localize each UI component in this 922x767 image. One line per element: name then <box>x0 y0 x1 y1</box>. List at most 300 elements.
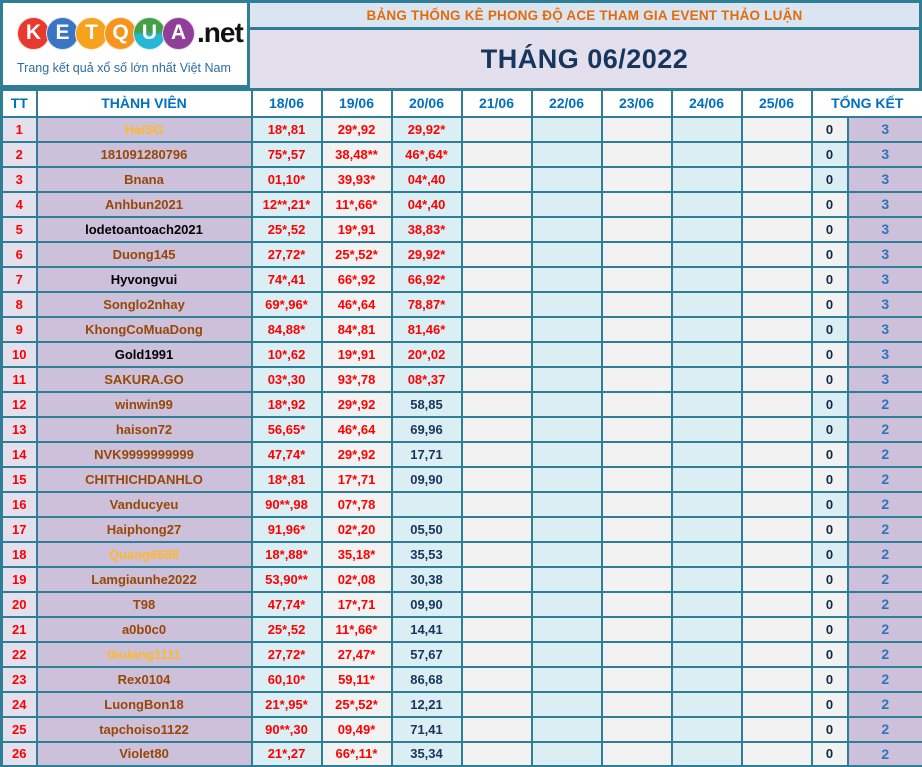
score-cell-25-06 <box>742 342 812 367</box>
col-header-date-23-06: 23/06 <box>602 90 672 117</box>
row-number-cell: 17 <box>2 517 37 542</box>
score-cell-22-06 <box>532 367 602 392</box>
total-count-cell: 3 <box>848 317 922 342</box>
total-count-cell: 3 <box>848 292 922 317</box>
score-cell-18-06: 18*,88* <box>252 542 322 567</box>
score-cell-22-06 <box>532 417 602 442</box>
score-cell-19-06: 27,47* <box>322 642 392 667</box>
table-row <box>2 542 922 567</box>
score-cell-19-06: 19*,91 <box>322 342 392 367</box>
score-cell-24-06 <box>672 442 742 467</box>
total-count-cell: 2 <box>848 417 922 442</box>
table-row <box>2 367 922 392</box>
total-count-cell: 3 <box>848 242 922 267</box>
score-cell-23-06 <box>602 317 672 342</box>
member-name-cell: Rex0104 <box>37 667 252 692</box>
score-cell-21-06 <box>462 192 532 217</box>
table-row <box>2 467 922 492</box>
zero-count-cell: 0 <box>812 642 848 667</box>
score-cell-21-06 <box>462 167 532 192</box>
total-count-cell: 3 <box>848 367 922 392</box>
score-cell-24-06 <box>672 642 742 667</box>
score-cell-21-06 <box>462 367 532 392</box>
zero-count-cell: 0 <box>812 717 848 742</box>
score-cell-24-06 <box>672 192 742 217</box>
table-row <box>2 292 922 317</box>
member-name-cell: Bnana <box>37 167 252 192</box>
site-logo[interactable] <box>0 0 250 88</box>
total-count-cell: 2 <box>848 392 922 417</box>
total-count-cell: 2 <box>848 567 922 592</box>
score-cell-23-06 <box>602 692 672 717</box>
score-cell-23-06 <box>602 117 672 142</box>
zero-count-cell: 0 <box>812 467 848 492</box>
row-number-cell: 7 <box>2 267 37 292</box>
score-cell-20-06: 17,71 <box>392 442 462 467</box>
score-cell-24-06 <box>672 217 742 242</box>
score-cell-21-06 <box>462 467 532 492</box>
total-count-cell: 2 <box>848 542 922 567</box>
zero-count-cell: 0 <box>812 117 848 142</box>
score-cell-21-06 <box>462 517 532 542</box>
total-count-cell: 2 <box>848 442 922 467</box>
member-name-cell: T98 <box>37 592 252 617</box>
zero-count-cell: 0 <box>812 542 848 567</box>
zero-count-cell: 0 <box>812 267 848 292</box>
score-cell-18-06: 03*,30 <box>252 367 322 392</box>
table-row <box>2 192 922 217</box>
score-cell-24-06 <box>672 542 742 567</box>
score-cell-20-06: 69,96 <box>392 417 462 442</box>
stats-table-body <box>2 117 922 767</box>
member-name-cell: a0b0c0 <box>37 617 252 642</box>
score-cell-18-06: 18*,92 <box>252 392 322 417</box>
score-cell-20-06: 04*,40 <box>392 192 462 217</box>
row-number-cell: 15 <box>2 467 37 492</box>
score-cell-21-06 <box>462 117 532 142</box>
member-name-cell: Songlo2nhay <box>37 292 252 317</box>
score-cell-24-06 <box>672 117 742 142</box>
total-count-cell: 2 <box>848 667 922 692</box>
total-count-cell: 2 <box>848 692 922 717</box>
logo-letter-q: Q <box>104 17 137 50</box>
table-row <box>2 692 922 717</box>
total-count-cell: 2 <box>848 467 922 492</box>
score-cell-22-06 <box>532 142 602 167</box>
row-number-cell: 19 <box>2 567 37 592</box>
score-cell-18-06: 91,96* <box>252 517 322 542</box>
table-row <box>2 592 922 617</box>
score-cell-19-06: 66*,11* <box>322 742 392 767</box>
zero-count-cell: 0 <box>812 192 848 217</box>
score-cell-19-06: 29*,92 <box>322 117 392 142</box>
table-row <box>2 242 922 267</box>
row-number-cell: 13 <box>2 417 37 442</box>
row-number-cell: 9 <box>2 317 37 342</box>
zero-count-cell: 0 <box>812 417 848 442</box>
total-count-cell: 2 <box>848 717 922 742</box>
zero-count-cell: 0 <box>812 567 848 592</box>
score-cell-23-06 <box>602 467 672 492</box>
total-count-cell: 2 <box>848 617 922 642</box>
score-cell-18-06: 90**,98 <box>252 492 322 517</box>
score-cell-20-06: 35,53 <box>392 542 462 567</box>
total-count-cell: 2 <box>848 592 922 617</box>
member-name-cell: winwin99 <box>37 392 252 417</box>
score-cell-18-06: 25*,52 <box>252 217 322 242</box>
member-name-cell: 181091280796 <box>37 142 252 167</box>
score-cell-22-06 <box>532 192 602 217</box>
score-cell-22-06 <box>532 492 602 517</box>
score-cell-24-06 <box>672 617 742 642</box>
member-name-cell: CHITHICHDANHLO <box>37 467 252 492</box>
total-count-cell: 2 <box>848 517 922 542</box>
score-cell-19-06: 59,11* <box>322 667 392 692</box>
month-title: THÁNG 06/2022 <box>250 30 922 88</box>
table-row <box>2 167 922 192</box>
table-row <box>2 217 922 242</box>
score-cell-25-06 <box>742 267 812 292</box>
score-cell-19-06: 38,48** <box>322 142 392 167</box>
member-name-cell: Lamgiaunhe2022 <box>37 567 252 592</box>
member-name-cell: Violet80 <box>37 742 252 767</box>
score-cell-25-06 <box>742 517 812 542</box>
score-cell-25-06 <box>742 742 812 767</box>
zero-count-cell: 0 <box>812 392 848 417</box>
score-cell-21-06 <box>462 142 532 167</box>
score-cell-23-06 <box>602 142 672 167</box>
table-row <box>2 617 922 642</box>
table-row <box>2 342 922 367</box>
score-cell-25-06 <box>742 467 812 492</box>
total-count-cell: 3 <box>848 117 922 142</box>
score-cell-24-06 <box>672 467 742 492</box>
score-cell-24-06 <box>672 317 742 342</box>
col-header-date-19-06: 19/06 <box>322 90 392 117</box>
score-cell-21-06 <box>462 742 532 767</box>
score-cell-25-06 <box>742 242 812 267</box>
col-header-date-18-06: 18/06 <box>252 90 322 117</box>
score-cell-21-06 <box>462 592 532 617</box>
member-name-cell: LuongBon18 <box>37 692 252 717</box>
score-cell-19-06: 35,18* <box>322 542 392 567</box>
score-cell-22-06 <box>532 317 602 342</box>
score-cell-23-06 <box>602 292 672 317</box>
score-cell-25-06 <box>742 167 812 192</box>
score-cell-20-06: 35,34 <box>392 742 462 767</box>
score-cell-21-06 <box>462 717 532 742</box>
score-cell-19-06: 17*,71 <box>322 592 392 617</box>
total-count-cell: 3 <box>848 342 922 367</box>
score-cell-23-06 <box>602 592 672 617</box>
row-number-cell: 14 <box>2 442 37 467</box>
score-cell-20-06: 09,90 <box>392 592 462 617</box>
member-name-cell: Vanducyeu <box>37 492 252 517</box>
score-cell-22-06 <box>532 342 602 367</box>
score-cell-19-06: 84*,81 <box>322 317 392 342</box>
zero-count-cell: 0 <box>812 742 848 767</box>
score-cell-22-06 <box>532 392 602 417</box>
score-cell-18-06: 21*,95* <box>252 692 322 717</box>
score-cell-23-06 <box>602 642 672 667</box>
score-cell-24-06 <box>672 567 742 592</box>
row-number-cell: 10 <box>2 342 37 367</box>
row-number-cell: 6 <box>2 242 37 267</box>
score-cell-19-06: 29*,92 <box>322 442 392 467</box>
score-cell-21-06 <box>462 267 532 292</box>
score-cell-18-06: 47,74* <box>252 592 322 617</box>
score-cell-21-06 <box>462 442 532 467</box>
col-header-date-20-06: 20/06 <box>392 90 462 117</box>
score-cell-23-06 <box>602 542 672 567</box>
header-right <box>250 0 922 88</box>
score-cell-21-06 <box>462 217 532 242</box>
score-cell-20-06: 57,67 <box>392 642 462 667</box>
score-cell-21-06 <box>462 242 532 267</box>
score-cell-19-06: 09,49* <box>322 717 392 742</box>
logo-letter-a: A <box>162 17 195 50</box>
score-cell-25-06 <box>742 642 812 667</box>
score-cell-22-06 <box>532 117 602 142</box>
zero-count-cell: 0 <box>812 667 848 692</box>
score-cell-24-06 <box>672 267 742 292</box>
score-cell-25-06 <box>742 592 812 617</box>
score-cell-23-06 <box>602 267 672 292</box>
logo-suffix: .net <box>197 17 243 48</box>
score-cell-22-06 <box>532 692 602 717</box>
col-header-date-21-06: 21/06 <box>462 90 532 117</box>
score-cell-20-06: 38,83* <box>392 217 462 242</box>
score-cell-23-06 <box>602 517 672 542</box>
score-cell-18-06: 27,72* <box>252 642 322 667</box>
score-cell-22-06 <box>532 442 602 467</box>
score-cell-19-06: 19*,91 <box>322 217 392 242</box>
score-cell-25-06 <box>742 692 812 717</box>
score-cell-20-06: 29,92* <box>392 242 462 267</box>
score-cell-18-06: 10*,62 <box>252 342 322 367</box>
score-cell-24-06 <box>672 692 742 717</box>
score-cell-18-06: 01,10* <box>252 167 322 192</box>
score-cell-20-06: 14,41 <box>392 617 462 642</box>
score-cell-22-06 <box>532 617 602 642</box>
col-header-tt: TT <box>2 90 37 117</box>
score-cell-21-06 <box>462 292 532 317</box>
row-number-cell: 22 <box>2 642 37 667</box>
score-cell-18-06: 21*,27 <box>252 742 322 767</box>
score-cell-20-06: 04*,40 <box>392 167 462 192</box>
score-cell-20-06: 29,92* <box>392 117 462 142</box>
score-cell-23-06 <box>602 617 672 642</box>
score-cell-25-06 <box>742 392 812 417</box>
row-number-cell: 11 <box>2 367 37 392</box>
score-cell-20-06: 30,38 <box>392 567 462 592</box>
score-cell-22-06 <box>532 642 602 667</box>
score-cell-18-06: 84,88* <box>252 317 322 342</box>
score-cell-21-06 <box>462 317 532 342</box>
score-cell-25-06 <box>742 442 812 467</box>
score-cell-20-06: 05,50 <box>392 517 462 542</box>
score-cell-19-06: 17*,71 <box>322 467 392 492</box>
score-cell-23-06 <box>602 217 672 242</box>
score-cell-23-06 <box>602 192 672 217</box>
score-cell-25-06 <box>742 217 812 242</box>
table-row <box>2 442 922 467</box>
score-cell-25-06 <box>742 417 812 442</box>
score-cell-20-06: 81,46* <box>392 317 462 342</box>
page-header <box>0 0 922 88</box>
zero-count-cell: 0 <box>812 492 848 517</box>
col-header-total: TỔNG KẾT <box>812 90 922 117</box>
score-cell-25-06 <box>742 567 812 592</box>
table-row <box>2 667 922 692</box>
score-cell-24-06 <box>672 292 742 317</box>
score-cell-24-06 <box>672 492 742 517</box>
col-header-date-25-06: 25/06 <box>742 90 812 117</box>
row-number-cell: 23 <box>2 667 37 692</box>
score-cell-24-06 <box>672 167 742 192</box>
row-number-cell: 24 <box>2 692 37 717</box>
score-cell-19-06: 66*,92 <box>322 267 392 292</box>
score-cell-22-06 <box>532 267 602 292</box>
score-cell-21-06 <box>462 392 532 417</box>
row-number-cell: 21 <box>2 617 37 642</box>
member-name-cell: tapchoiso1122 <box>37 717 252 742</box>
score-cell-19-06: 46*,64 <box>322 417 392 442</box>
table-row <box>2 417 922 442</box>
score-cell-25-06 <box>742 117 812 142</box>
col-header-date-24-06: 24/06 <box>672 90 742 117</box>
row-number-cell: 5 <box>2 217 37 242</box>
score-cell-20-06: 09,90 <box>392 467 462 492</box>
score-cell-23-06 <box>602 242 672 267</box>
zero-count-cell: 0 <box>812 592 848 617</box>
score-cell-18-06: 90**,30 <box>252 717 322 742</box>
member-name-cell: Quang6688 <box>37 542 252 567</box>
score-cell-21-06 <box>462 417 532 442</box>
score-cell-22-06 <box>532 742 602 767</box>
table-row <box>2 742 922 767</box>
zero-count-cell: 0 <box>812 342 848 367</box>
score-cell-25-06 <box>742 367 812 392</box>
score-cell-20-06: 20*,02 <box>392 342 462 367</box>
score-cell-24-06 <box>672 367 742 392</box>
score-cell-23-06 <box>602 367 672 392</box>
row-number-cell: 20 <box>2 592 37 617</box>
zero-count-cell: 0 <box>812 317 848 342</box>
table-row <box>2 117 922 142</box>
score-cell-25-06 <box>742 617 812 642</box>
table-row <box>2 392 922 417</box>
score-cell-19-06: 46*,64 <box>322 292 392 317</box>
score-cell-24-06 <box>672 417 742 442</box>
member-name-cell: SAKURA.GO <box>37 367 252 392</box>
score-cell-23-06 <box>602 742 672 767</box>
score-cell-24-06 <box>672 142 742 167</box>
score-cell-19-06: 93*,78 <box>322 367 392 392</box>
score-cell-22-06 <box>532 217 602 242</box>
score-cell-22-06 <box>532 542 602 567</box>
score-cell-22-06 <box>532 517 602 542</box>
score-cell-20-06: 46*,64* <box>392 142 462 167</box>
score-cell-22-06 <box>532 717 602 742</box>
row-number-cell: 3 <box>2 167 37 192</box>
row-number-cell: 26 <box>2 742 37 767</box>
total-count-cell: 2 <box>848 492 922 517</box>
score-cell-24-06 <box>672 342 742 367</box>
zero-count-cell: 0 <box>812 442 848 467</box>
row-number-cell: 25 <box>2 717 37 742</box>
score-cell-23-06 <box>602 667 672 692</box>
row-number-cell: 16 <box>2 492 37 517</box>
score-cell-25-06 <box>742 192 812 217</box>
score-cell-24-06 <box>672 667 742 692</box>
logo-letter-t: T <box>75 17 108 50</box>
score-cell-20-06: 08*,37 <box>392 367 462 392</box>
score-cell-25-06 <box>742 542 812 567</box>
zero-count-cell: 0 <box>812 367 848 392</box>
total-count-cell: 3 <box>848 217 922 242</box>
member-name-cell: Duong145 <box>37 242 252 267</box>
score-cell-18-06: 75*,57 <box>252 142 322 167</box>
header-row <box>2 90 922 117</box>
member-name-cell: HaiSG <box>37 117 252 142</box>
score-cell-23-06 <box>602 567 672 592</box>
score-cell-19-06: 02*,20 <box>322 517 392 542</box>
row-number-cell: 18 <box>2 542 37 567</box>
score-cell-20-06 <box>392 492 462 517</box>
row-number-cell: 2 <box>2 142 37 167</box>
total-count-cell: 2 <box>848 642 922 667</box>
logo-letter-u: U <box>133 17 166 50</box>
score-cell-20-06: 71,41 <box>392 717 462 742</box>
score-cell-20-06: 58,85 <box>392 392 462 417</box>
score-cell-18-06: 56,65* <box>252 417 322 442</box>
member-name-cell: Haiphong27 <box>37 517 252 542</box>
score-cell-19-06: 02*,08 <box>322 567 392 592</box>
score-cell-24-06 <box>672 717 742 742</box>
logo-tagline: Trang kết quả xổ số lớn nhất Việt Nam <box>17 61 231 75</box>
score-cell-21-06 <box>462 567 532 592</box>
table-row <box>2 517 922 542</box>
member-name-cell: lodetoantoach2021 <box>37 217 252 242</box>
score-cell-19-06: 25*,52* <box>322 242 392 267</box>
score-cell-25-06 <box>742 492 812 517</box>
score-cell-23-06 <box>602 167 672 192</box>
score-cell-21-06 <box>462 642 532 667</box>
score-cell-19-06: 07*,78 <box>322 492 392 517</box>
score-cell-19-06: 29*,92 <box>322 392 392 417</box>
score-cell-21-06 <box>462 492 532 517</box>
score-cell-24-06 <box>672 592 742 617</box>
table-row <box>2 642 922 667</box>
score-cell-20-06: 78,87* <box>392 292 462 317</box>
table-row <box>2 317 922 342</box>
score-cell-21-06 <box>462 692 532 717</box>
total-count-cell: 3 <box>848 167 922 192</box>
score-cell-18-06: 53,90** <box>252 567 322 592</box>
zero-count-cell: 0 <box>812 242 848 267</box>
score-cell-24-06 <box>672 742 742 767</box>
score-cell-18-06: 60,10* <box>252 667 322 692</box>
total-count-cell: 2 <box>848 742 922 767</box>
row-number-cell: 1 <box>2 117 37 142</box>
table-row <box>2 267 922 292</box>
member-name-cell: Hyvongvui <box>37 267 252 292</box>
score-cell-25-06 <box>742 317 812 342</box>
score-cell-20-06: 66,92* <box>392 267 462 292</box>
table-row <box>2 492 922 517</box>
zero-count-cell: 0 <box>812 142 848 167</box>
